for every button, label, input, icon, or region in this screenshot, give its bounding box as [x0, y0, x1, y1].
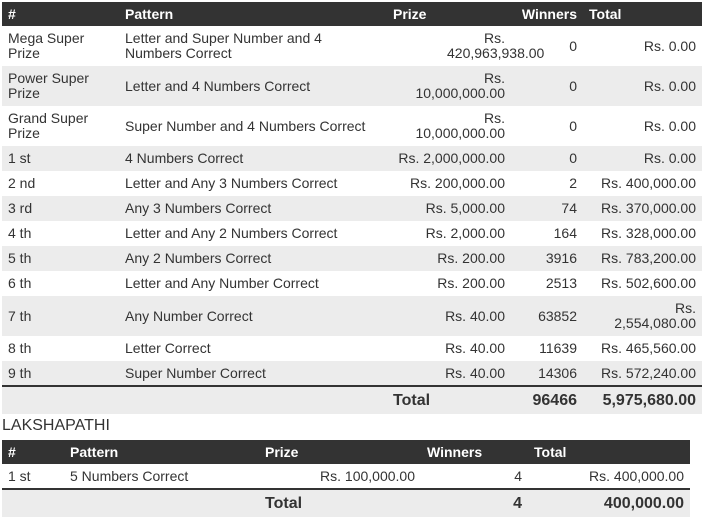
winners-cell: 2 [511, 171, 583, 196]
col-header-pattern: Pattern [119, 2, 387, 26]
table-row [2, 146, 702, 171]
total-cell: Rs. 783,200.00 [583, 246, 702, 271]
rank-cell: 2 nd [2, 171, 119, 196]
table-row [2, 336, 702, 361]
winners-cell: 0 [511, 106, 583, 146]
winners-cell: 3916 [511, 246, 583, 271]
prize-cell: Rs. 5,000.00 [387, 196, 511, 221]
prize-cell: Rs. 420,963,938.00 [387, 26, 511, 66]
prize-cell: Rs. 40.00 [387, 336, 511, 361]
table-row [2, 271, 702, 296]
total-label: Total [387, 386, 511, 414]
prize-cell: Rs. 200.00 [387, 246, 511, 271]
prize-cell: Rs. 40.00 [387, 296, 511, 336]
winners-cell: 164 [511, 221, 583, 246]
table-row [2, 246, 702, 271]
table-row [2, 296, 702, 336]
winners-cell: 63852 [511, 296, 583, 336]
prize-cell: Rs. 2,000,000.00 [387, 146, 511, 171]
prize-cell: Rs. 40.00 [387, 361, 511, 386]
pattern-cell: Super Number and 4 Numbers Correct [119, 106, 387, 146]
col-header-rank: # [2, 440, 64, 464]
lakshapathi-table [2, 440, 690, 517]
table-row [2, 196, 702, 221]
total-cell: Rs. 328,000.00 [583, 221, 702, 246]
total-cell: Rs. 2,554,080.00 [583, 296, 702, 336]
table-row [2, 106, 702, 146]
prize-cell: Rs. 10,000,000.00 [387, 106, 511, 146]
prize-cell: Rs. 200,000.00 [387, 171, 511, 196]
rank-cell: 6 th [2, 271, 119, 296]
total-cell: Rs. 572,240.00 [583, 361, 702, 386]
pattern-cell: Super Number Correct [119, 361, 387, 386]
pattern-cell: Any 2 Numbers Correct [119, 246, 387, 271]
table-row [2, 464, 690, 489]
total-label: Total [259, 489, 421, 517]
total-cell: Rs. 0.00 [583, 66, 702, 106]
rank-cell: Power Super Prize [2, 66, 119, 106]
col-header-total: Total [528, 440, 690, 464]
pattern-cell: Letter Correct [119, 336, 387, 361]
header-row [2, 2, 702, 26]
total-cell: Rs. 370,000.00 [583, 196, 702, 221]
total-winners: 4 [421, 489, 528, 517]
col-header-winners: Winners [511, 2, 583, 26]
total-cell: Rs. 502,600.00 [583, 271, 702, 296]
table-row [2, 26, 702, 66]
col-header-prize: Prize [259, 440, 421, 464]
pattern-cell: Any Number Correct [119, 296, 387, 336]
rank-cell: 5 th [2, 246, 119, 271]
pattern-cell: Any 3 Numbers Correct [119, 196, 387, 221]
prize-cell: Rs. 2,000.00 [387, 221, 511, 246]
winners-cell: 0 [511, 146, 583, 171]
winners-cell: 0 [511, 26, 583, 66]
col-header-prize: Prize [387, 2, 511, 26]
winners-cell: 4 [421, 464, 528, 489]
col-header-rank: # [2, 2, 119, 26]
total-row [2, 489, 690, 517]
winners-cell: 11639 [511, 336, 583, 361]
pattern-cell: Letter and Any 3 Numbers Correct [119, 171, 387, 196]
winners-cell: 2513 [511, 271, 583, 296]
pattern-cell: Letter and Any Number Correct [119, 271, 387, 296]
total-cell: Rs. 465,560.00 [583, 336, 702, 361]
winners-cell: 74 [511, 196, 583, 221]
rank-cell: 3 rd [2, 196, 119, 221]
pattern-cell: Letter and Any 2 Numbers Correct [119, 221, 387, 246]
results-table [2, 2, 702, 414]
section-title: LAKSHAPATHI [2, 417, 110, 434]
rank-cell: 4 th [2, 221, 119, 246]
col-header-pattern: Pattern [64, 440, 259, 464]
total-amount: 5,975,680.00 [583, 386, 702, 414]
table-row [2, 171, 702, 196]
rank-cell: 8 th [2, 336, 119, 361]
rank-cell: 7 th [2, 296, 119, 336]
pattern-cell: 4 Numbers Correct [119, 146, 387, 171]
rank-cell: Grand Super Prize [2, 106, 119, 146]
pattern-cell: 5 Numbers Correct [64, 464, 259, 489]
winners-cell: 0 [511, 66, 583, 106]
header-row [2, 440, 690, 464]
total-cell: Rs. 400,000.00 [583, 171, 702, 196]
winners-cell: 14306 [511, 361, 583, 386]
total-winners: 96466 [511, 386, 583, 414]
rank-cell: Mega Super Prize [2, 26, 119, 66]
prize-cell: Rs. 100,000.00 [259, 464, 421, 489]
total-cell: Rs. 0.00 [583, 146, 702, 171]
table-row [2, 361, 702, 386]
rank-cell: 1 st [2, 146, 119, 171]
table-row [2, 66, 702, 106]
total-cell: Rs. 0.00 [583, 26, 702, 66]
total-cell: Rs. 0.00 [583, 106, 702, 146]
prize-cell: Rs. 200.00 [387, 271, 511, 296]
col-header-total: Total [583, 2, 702, 26]
pattern-cell: Letter and Super Number and 4 Numbers Correct [119, 26, 387, 66]
pattern-cell: Letter and 4 Numbers Correct [119, 66, 387, 106]
table-row [2, 221, 702, 246]
col-header-winners: Winners [421, 440, 528, 464]
total-amount: 400,000.00 [528, 489, 690, 517]
rank-cell: 1 st [2, 464, 64, 489]
rank-cell: 9 th [2, 361, 119, 386]
total-row [2, 386, 702, 414]
total-cell: Rs. 400,000.00 [528, 464, 690, 489]
prize-cell: Rs. 10,000,000.00 [387, 66, 511, 106]
